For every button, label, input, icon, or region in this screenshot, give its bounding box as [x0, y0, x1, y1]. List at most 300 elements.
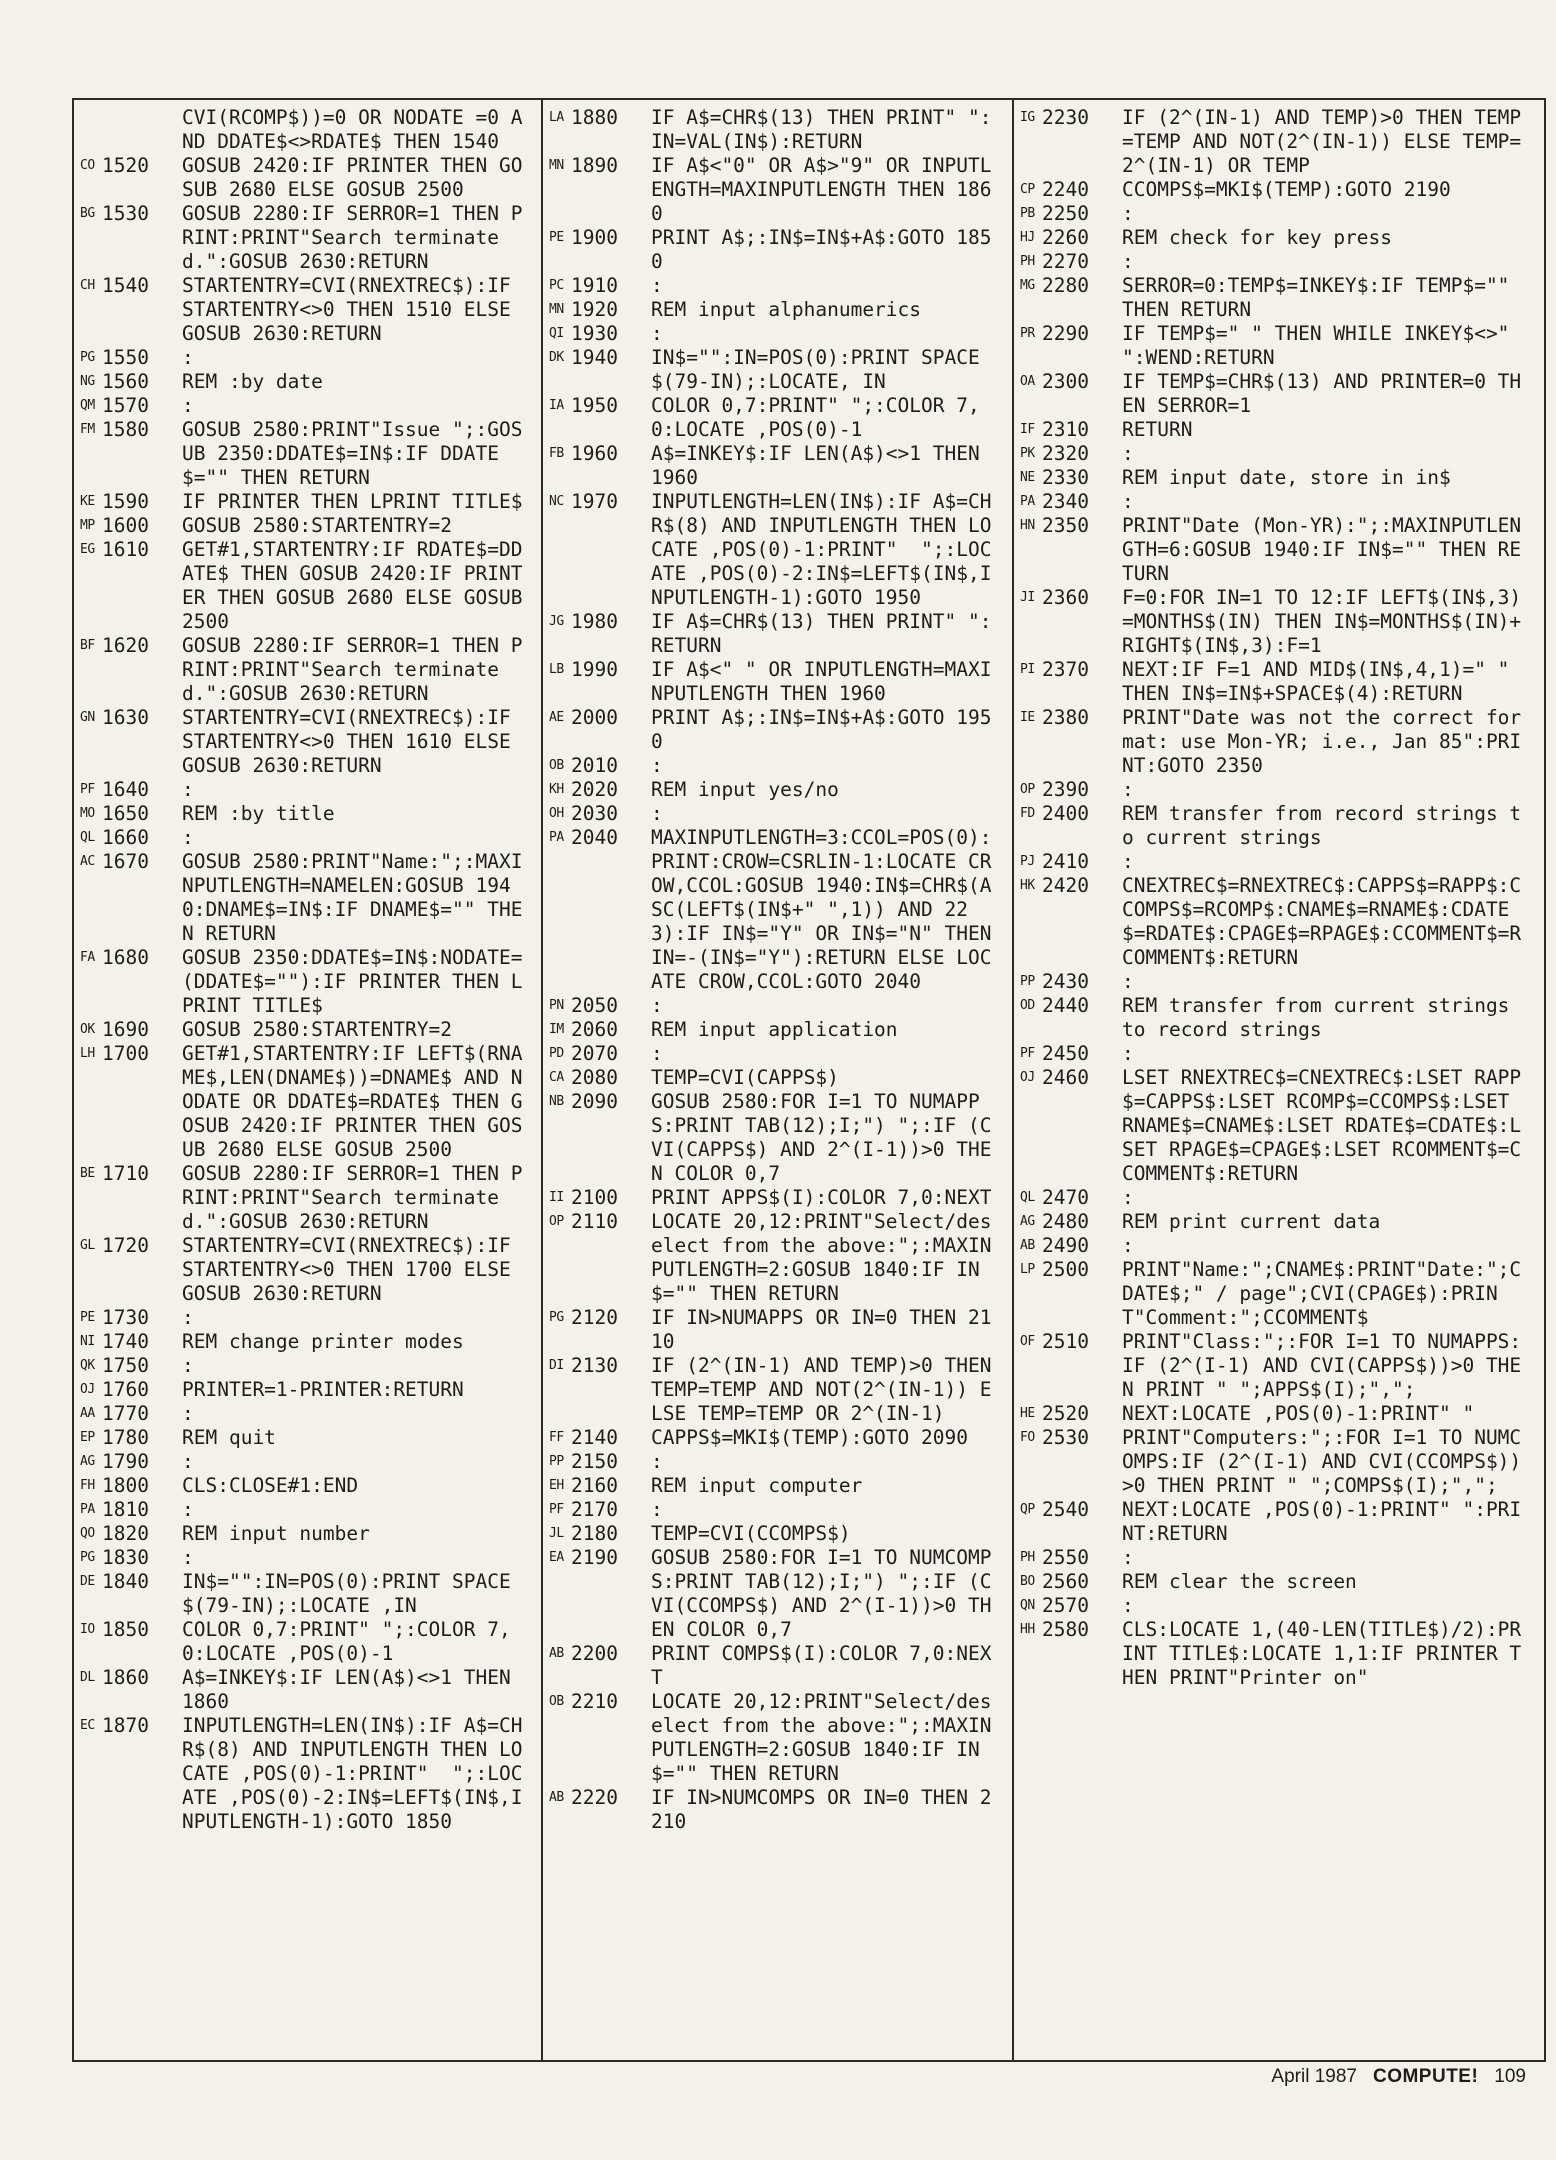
code-line	[80, 202, 531, 274]
line-number: 1580	[102, 418, 149, 441]
line-number: 2270	[1042, 250, 1089, 273]
code-text: GOSUB 2280:IF SERROR=1 THEN PRINT:PRINT"Search terminated.":GOSUB 2630:RETURN	[182, 202, 523, 273]
code-line	[80, 538, 535, 634]
checksum: HH	[1020, 1622, 1035, 1637]
checksum: PG	[80, 350, 95, 365]
checksum: PF	[549, 1502, 564, 1517]
line-number: 1750	[102, 1354, 149, 1377]
code-text: :	[651, 1498, 663, 1521]
code-line	[80, 370, 531, 394]
line-number: 1970	[571, 490, 618, 513]
line-number: 1650	[102, 802, 149, 825]
line-number: 2280	[1042, 274, 1089, 297]
line-number: 1700	[102, 1042, 149, 1065]
code-text: :	[651, 274, 663, 297]
code-text: GOSUB 2580:STARTENTRY=2	[182, 514, 453, 537]
code-line	[80, 1666, 531, 1714]
code-text: CCOMPS$=MKI$(TEMP):GOTO 2190	[1122, 178, 1451, 201]
code-line	[1020, 658, 1534, 706]
code-text: :	[651, 1042, 663, 1065]
line-number: 1790	[102, 1450, 149, 1473]
checksum: PE	[549, 230, 564, 245]
line-number: 2490	[1042, 1234, 1089, 1257]
line-number: 2050	[571, 994, 618, 1017]
checksum: BO	[1020, 1574, 1035, 1589]
checksum: OJ	[1020, 1070, 1035, 1085]
line-number: 1710	[102, 1162, 149, 1185]
code-text: :	[182, 826, 194, 849]
page-footer	[1271, 2066, 1526, 2096]
checksum: OJ	[80, 1382, 95, 1397]
checksum: PR	[1020, 326, 1035, 341]
checksum: CH	[80, 278, 95, 293]
listing-column-2	[543, 100, 1014, 2060]
line-number: 2140	[571, 1426, 618, 1449]
checksum: EG	[80, 542, 95, 557]
line-number: 2570	[1042, 1594, 1089, 1617]
line-number: 1550	[102, 346, 149, 369]
code-line	[80, 1498, 531, 1522]
code-line	[80, 1618, 531, 1666]
line-number: 1640	[102, 778, 149, 801]
code-text: GOSUB 2420:IF PRINTER THEN GOSUB 2680 ELSE GOSUB 2500	[182, 154, 523, 201]
code-line	[80, 1354, 531, 1378]
checksum: QN	[1020, 1598, 1035, 1613]
line-number: 1540	[102, 274, 149, 297]
line-number: 2290	[1042, 322, 1089, 345]
checksum: DL	[80, 1670, 95, 1685]
code-line	[549, 322, 1002, 346]
code-text: A$=INKEY$:IF LEN(A$)<>1 THEN 1960	[651, 442, 992, 489]
checksum: GN	[80, 710, 95, 725]
code-text: REM check for key press	[1122, 226, 1393, 249]
code-line	[1020, 202, 1534, 226]
code-line	[1020, 1186, 1534, 1210]
code-text: GOSUB 2580:STARTENTRY=2	[182, 1018, 453, 1041]
line-number: 2340	[1042, 490, 1089, 513]
code-line	[1020, 370, 1534, 418]
line-number: 1820	[102, 1522, 149, 1545]
line-number: 2170	[571, 1498, 618, 1521]
code-text: GOSUB 2280:IF SERROR=1 THEN PRINT:PRINT"Search terminated.":GOSUB 2630:RETURN	[182, 634, 523, 705]
checksum: KH	[549, 782, 564, 797]
line-number: 2210	[571, 1690, 618, 1713]
checksum: OB	[549, 758, 564, 773]
code-text: CLS:LOCATE 1,(40-LEN(TITLE$)/2):PRINT TITLE$:LOCATE 1,1:IF PRINTER THEN PRINT"Printer on"	[1122, 1618, 1522, 1689]
line-number: 1860	[102, 1666, 149, 1689]
line-number: 1680	[102, 946, 149, 969]
code-line	[80, 1018, 531, 1042]
code-text: NEXT:LOCATE ,POS(0)-1:PRINT" ":PRINT:RETURN	[1122, 1498, 1522, 1545]
code-line	[1020, 442, 1534, 466]
checksum: CA	[549, 1070, 564, 1085]
code-text: :	[182, 1402, 194, 1425]
code-text: COLOR 0,7:PRINT" ";:COLOR 7,0:LOCATE ,POS(0)-1	[182, 1618, 511, 1665]
code-line	[1020, 1546, 1534, 1570]
checksum: PA	[549, 830, 564, 845]
checksum: PK	[1020, 446, 1035, 461]
code-text: PRINT A$;:IN$=IN$+A$:GOTO 1950	[651, 706, 992, 753]
line-number: 2410	[1042, 850, 1089, 873]
checksum: FM	[80, 422, 95, 437]
code-line	[549, 154, 1002, 226]
line-number: 2160	[571, 1474, 618, 1497]
checksum: PG	[549, 1310, 564, 1325]
code-line	[80, 106, 531, 154]
code-text: LSET RNEXTREC$=CNEXTREC$:LSET RAPP$=CAPPS$:LSET RCOMP$=CCOMPS$:LSET RNAME$=CNAME$:LSET RDATE$=CDATE$:LSET RPAGE$=CPAGE$:LSET RCOMMENT$=CCOMMENT$:RETURN	[1122, 1066, 1522, 1185]
code-text: GOSUB 2580:FOR I=1 TO NUMAPPS:PRINT TAB(12);I;") ";:IF (CVI(CAPPS$) AND 2^(I-1))>0 THEN COLOR 0,7	[651, 1090, 992, 1185]
checksum: QK	[80, 1358, 95, 1373]
line-number: 1920	[571, 298, 618, 321]
code-text: REM transfer from record strings to current strings	[1122, 802, 1522, 849]
line-number: 2520	[1042, 1402, 1089, 1425]
code-text: PRINT APPS$(I):COLOR 7,0:NEXT	[651, 1186, 992, 1209]
line-number: 2110	[571, 1210, 618, 1233]
code-text: TEMP=CVI(CAPPS$)	[651, 1066, 839, 1089]
code-line	[549, 754, 1002, 778]
code-text: :	[1122, 250, 1134, 273]
code-text: REM :by date	[182, 370, 323, 393]
checksum: PI	[1020, 662, 1035, 677]
line-number: 1720	[102, 1234, 149, 1257]
code-line	[1020, 514, 1534, 586]
code-line	[1020, 1594, 1534, 1618]
checksum: PN	[549, 998, 564, 1013]
code-text: MAXINPUTLENGTH=3:CCOL=POS(0):PRINT:CROW=CSRLIN-1:LOCATE CROW,CCOL:GOSUB 1940:IN$=CHR$(ASC(LEFT$(IN$+" ",1)) AND 223):IF IN$="Y" OR IN$="N" THEN IN=-(IN$="Y"):RETURN ELSE LOCATE CROW,CCOL:GOTO 2040	[651, 826, 1004, 993]
checksum: IF	[1020, 422, 1035, 437]
line-number: 2240	[1042, 178, 1089, 201]
code-text: REM clear the screen	[1122, 1570, 1357, 1593]
code-text: :	[1122, 1186, 1134, 1209]
listing-column-1	[74, 100, 543, 2060]
code-text: CAPPS$=MKI$(TEMP):GOTO 2090	[651, 1426, 968, 1449]
code-text: IF IN>NUMAPPS OR IN=0 THEN 2110	[651, 1306, 992, 1353]
line-number: 1780	[102, 1426, 149, 1449]
line-number: 2320	[1042, 442, 1089, 465]
line-number: 2440	[1042, 994, 1089, 1017]
line-number: 1670	[102, 850, 149, 873]
line-number: 2400	[1042, 802, 1089, 825]
line-number: 2220	[571, 1786, 618, 1809]
code-text: :	[1122, 1042, 1134, 1065]
line-number: 2470	[1042, 1186, 1089, 1209]
checksum: EC	[80, 1718, 95, 1733]
line-number: 2180	[571, 1522, 618, 1545]
code-line	[80, 346, 531, 370]
line-number: 2530	[1042, 1426, 1089, 1449]
line-number: 2310	[1042, 418, 1089, 441]
checksum: PC	[549, 278, 564, 293]
line-number: 1850	[102, 1618, 149, 1641]
code-line	[80, 1234, 531, 1306]
line-number: 2390	[1042, 778, 1089, 801]
checksum: OH	[549, 806, 564, 821]
code-text: INPUTLENGTH=LEN(IN$):IF A$=CHR$(8) AND INPUTLENGTH THEN LOCATE ,POS(0)-1:PRINT" ";:LOCATE ,POS(0)-2:IN$=LEFT$(IN$,INPUTLENGTH-1):GOTO 1950	[651, 490, 992, 609]
line-number: 2200	[571, 1642, 618, 1665]
line-number: 1730	[102, 1306, 149, 1329]
checksum: AG	[1020, 1214, 1035, 1229]
code-line	[80, 1162, 531, 1234]
code-line	[1020, 586, 1534, 658]
code-text: GOSUB 2580:PRINT"Name:";:MAXINPUTLENGTH=NAMELEN:GOSUB 1940:DNAME$=IN$:IF DNAME$="" THEN RETURN	[182, 850, 523, 945]
code-text: REM input number	[182, 1522, 370, 1545]
code-text: SERROR=0:TEMP$=INKEY$:IF TEMP$="" THEN RETURN	[1122, 274, 1522, 321]
checksum: HK	[1020, 878, 1035, 893]
code-line	[549, 1354, 1002, 1426]
code-line	[1020, 874, 1534, 970]
line-number: 1760	[102, 1378, 149, 1401]
checksum: FO	[1020, 1430, 1035, 1445]
line-number: 2070	[571, 1042, 618, 1065]
checksum: QL	[1020, 1190, 1035, 1205]
code-text: STARTENTRY=CVI(RNEXTREC$):IF STARTENTRY<>0 THEN 1700 ELSE GOSUB 2630:RETURN	[182, 1234, 523, 1305]
code-text: PRINT"Class:";:FOR I=1 TO NUMAPPS:IF (2^(I-1) AND CVI(CAPPS$))>0 THEN PRINT " ";APPS$(I);",";	[1122, 1330, 1522, 1401]
code-text: :	[182, 394, 194, 417]
line-number: 1960	[571, 442, 618, 465]
code-text: PRINT COMPS$(I):COLOR 7,0:NEXT	[651, 1642, 992, 1689]
code-line	[549, 610, 1002, 658]
code-line	[549, 1426, 1002, 1450]
code-line	[549, 778, 1002, 802]
checksum: PB	[1020, 206, 1035, 221]
line-number: 2060	[571, 1018, 618, 1041]
line-number: 1660	[102, 826, 149, 849]
line-number: 2360	[1042, 586, 1089, 609]
checksum: JI	[1020, 590, 1035, 605]
code-line	[80, 1306, 531, 1330]
checksum: IG	[1020, 110, 1035, 125]
code-text: IF (2^(IN-1) AND TEMP)>0 THEN TEMP=TEMP AND NOT(2^(IN-1)) ELSE TEMP=TEMP OR 2^(IN-1)	[651, 1354, 1004, 1425]
line-number: 1810	[102, 1498, 149, 1521]
code-text: :	[651, 1450, 663, 1473]
line-number: 2460	[1042, 1066, 1089, 1089]
code-text: :	[1122, 850, 1134, 873]
checksum: FH	[80, 1478, 95, 1493]
checksum: OD	[1020, 998, 1035, 1013]
code-text: LOCATE 20,12:PRINT"Select/deselect from the above:";:MAXINPUTLENGTH=2:GOSUB 1840:IF IN$="" THEN RETURN	[651, 1210, 992, 1305]
code-text: TEMP=CVI(CCOMPS$)	[651, 1522, 851, 1545]
line-number: 2560	[1042, 1570, 1089, 1593]
code-text: IF IN>NUMCOMPS OR IN=0 THEN 2210	[651, 1786, 992, 1833]
code-line	[80, 634, 531, 706]
checksum: FA	[80, 950, 95, 965]
line-number: 2080	[571, 1066, 618, 1089]
issue-date: April 1987	[1271, 2066, 1357, 2087]
checksum: PF	[80, 782, 95, 797]
checksum: MN	[549, 302, 564, 317]
line-number: 2430	[1042, 970, 1089, 993]
checksum: PP	[549, 1454, 564, 1469]
line-number: 1910	[571, 274, 618, 297]
checksum: AC	[80, 854, 95, 869]
code-line	[1020, 1330, 1534, 1402]
code-line	[549, 1186, 1002, 1210]
line-number: 2040	[571, 826, 618, 849]
code-text: PRINT"Computers:";:FOR I=1 TO NUMCOMPS:IF (2^(I-1) AND CVI(CCOMPS$))>0 THEN PRINT " ";COMPS$(I);",";	[1122, 1426, 1522, 1497]
code-line	[549, 490, 1002, 610]
checksum: AG	[80, 1454, 95, 1469]
code-text: REM input yes/no	[651, 778, 839, 801]
code-line	[549, 226, 1002, 274]
checksum: NE	[1020, 470, 1035, 485]
code-text: PRINT"Name:";CNAME$:PRINT"Date:";CDATE$;" / page";CVI(CPAGE$):PRINT"Comment:";CCOMMENT$	[1122, 1258, 1522, 1329]
code-text: A$=INKEY$:IF LEN(A$)<>1 THEN 1860	[182, 1666, 523, 1713]
code-line	[80, 778, 531, 802]
line-number: 1620	[102, 634, 149, 657]
code-line	[1020, 778, 1534, 802]
checksum: CO	[80, 158, 95, 173]
code-text: PRINTER=1-PRINTER:RETURN	[182, 1378, 464, 1401]
code-text: IF PRINTER THEN LPRINT TITLE$	[182, 490, 523, 513]
checksum: MG	[1020, 278, 1035, 293]
code-line	[1020, 1210, 1534, 1234]
code-text: F=0:FOR IN=1 TO 12:IF LEFT$(IN$,3)=MONTHS$(IN) THEN IN$=MONTHS$(IN)+RIGHT$(IN$,3):F=1	[1122, 586, 1522, 657]
line-number: 1690	[102, 1018, 149, 1041]
checksum: BG	[80, 206, 95, 221]
code-line	[1020, 418, 1534, 442]
code-text: CLS:CLOSE#1:END	[182, 1474, 359, 1497]
checksum: LA	[549, 110, 564, 125]
code-line	[80, 802, 531, 826]
code-line	[549, 1450, 1002, 1474]
checksum: PG	[80, 1550, 95, 1565]
checksum: PP	[1020, 974, 1035, 989]
program-listing	[72, 98, 1546, 2062]
line-number: 2260	[1042, 226, 1089, 249]
code-line	[1020, 706, 1534, 778]
line-number: 1520	[102, 154, 149, 177]
checksum: MP	[80, 518, 95, 533]
code-text: :	[1122, 1594, 1134, 1617]
line-number: 1880	[571, 106, 618, 129]
checksum: CP	[1020, 182, 1035, 197]
checksum: HN	[1020, 518, 1035, 533]
code-line	[549, 1018, 1002, 1042]
line-number: 1870	[102, 1714, 149, 1737]
code-text: :	[1122, 970, 1134, 993]
code-line	[549, 1546, 1002, 1642]
line-number: 1610	[102, 538, 149, 561]
line-number: 2010	[571, 754, 618, 777]
code-line	[549, 274, 1002, 298]
code-text: PRINT A$;:IN$=IN$+A$:GOTO 1850	[651, 226, 992, 273]
code-line	[80, 1522, 531, 1546]
code-line	[1020, 1498, 1534, 1546]
checksum: HJ	[1020, 230, 1035, 245]
code-line	[1020, 802, 1534, 850]
code-text: PRINT"Date was not the correct format: use Mon-YR; i.e., Jan 85":PRINT:GOTO 2350	[1122, 706, 1522, 777]
code-line	[549, 1066, 1002, 1090]
code-line	[549, 394, 1002, 442]
checksum: MN	[549, 158, 564, 173]
code-line	[549, 298, 1002, 322]
line-number: 1600	[102, 514, 149, 537]
checksum: IO	[80, 1622, 95, 1637]
checksum: FD	[1020, 806, 1035, 821]
code-line	[80, 418, 531, 490]
checksum: PD	[549, 1046, 564, 1061]
checksum: AB	[549, 1790, 564, 1805]
line-number: 1890	[571, 154, 618, 177]
line-number: 2540	[1042, 1498, 1089, 1521]
checksum: II	[549, 1190, 564, 1205]
checksum: PH	[1020, 1550, 1035, 1565]
code-text: IF TEMP$=CHR$(13) AND PRINTER=0 THEN SERROR=1	[1122, 370, 1522, 417]
code-line	[549, 826, 1002, 994]
line-number: 2090	[571, 1090, 618, 1113]
checksum: PA	[80, 1502, 95, 1517]
code-text: :	[651, 802, 663, 825]
code-text: NEXT:LOCATE ,POS(0)-1:PRINT" "	[1122, 1402, 1475, 1425]
checksum: GL	[80, 1238, 95, 1253]
code-line	[549, 802, 1002, 826]
checksum: NB	[549, 1094, 564, 1109]
code-line	[549, 1690, 1002, 1786]
code-text: REM input computer	[651, 1474, 863, 1497]
code-text: REM input alphanumerics	[651, 298, 922, 321]
code-line	[549, 346, 1002, 394]
code-text: IF A$<" " OR INPUTLENGTH=MAXINPUTLENGTH THEN 1960	[651, 658, 992, 705]
code-line	[80, 154, 531, 202]
code-text: :	[651, 754, 663, 777]
code-line	[1020, 970, 1534, 994]
line-number: 2330	[1042, 466, 1089, 489]
line-number: 2120	[571, 1306, 618, 1329]
code-text: :	[1122, 778, 1134, 801]
code-line	[549, 1498, 1002, 1522]
code-text: PRINT"Date (Mon-YR):";:MAXINPUTLENGTH=6:GOSUB 1940:IF IN$="" THEN RETURN	[1122, 514, 1522, 585]
checksum: PE	[80, 1310, 95, 1325]
line-number: 1900	[571, 226, 618, 249]
code-line	[549, 106, 1002, 154]
code-text: :	[651, 322, 663, 345]
code-line	[80, 1714, 531, 1834]
code-text: :	[182, 1306, 194, 1329]
code-text: REM input application	[651, 1018, 898, 1041]
line-number: 2510	[1042, 1330, 1089, 1353]
line-number: 1740	[102, 1330, 149, 1353]
code-text: IF TEMP$=" " THEN WHILE INKEY$<>" ":WEND:RETURN	[1122, 322, 1522, 369]
code-line	[80, 1450, 531, 1474]
code-line	[1020, 1258, 1534, 1330]
checksum: QI	[549, 326, 564, 341]
code-line	[80, 946, 531, 1018]
code-line	[549, 442, 1002, 490]
line-number: 2370	[1042, 658, 1089, 681]
code-line	[549, 706, 1002, 754]
code-text: GOSUB 2580:FOR I=1 TO NUMCOMPS:PRINT TAB(12);I;") ";:IF (CVI(CCOMPS$) AND 2^(I-1))>0 THEN COLOR 0,7	[651, 1546, 992, 1641]
line-number: 1530	[102, 202, 149, 225]
checksum: IE	[1020, 710, 1035, 725]
line-number: 1590	[102, 490, 149, 513]
code-line	[80, 1042, 531, 1162]
code-text: CNEXTREC$=RNEXTREC$:CAPPS$=RAPP$:CCOMPS$=RCOMP$:CNAME$=RNAME$:CDATE$=RDATE$:CPAGE$=RPAGE$:CCOMMENT$=RCOMMENT$:RETURN	[1122, 874, 1522, 969]
line-number: 1800	[102, 1474, 149, 1497]
code-line	[80, 490, 531, 514]
code-line	[80, 826, 531, 850]
page-number: 109	[1494, 2066, 1526, 2087]
code-line	[80, 1402, 531, 1426]
checksum: PA	[1020, 494, 1035, 509]
checksum: KE	[80, 494, 95, 509]
checksum: IA	[549, 398, 564, 413]
code-text: IF A$=CHR$(13) THEN PRINT" ":RETURN	[651, 610, 992, 657]
code-text: STARTENTRY=CVI(RNEXTREC$):IF STARTENTRY<>0 THEN 1510 ELSE GOSUB 2630:RETURN	[182, 274, 523, 345]
code-text: :	[182, 1546, 194, 1569]
line-number: 2480	[1042, 1210, 1089, 1233]
line-number: 2020	[571, 778, 618, 801]
code-text: RETURN	[1122, 418, 1193, 441]
